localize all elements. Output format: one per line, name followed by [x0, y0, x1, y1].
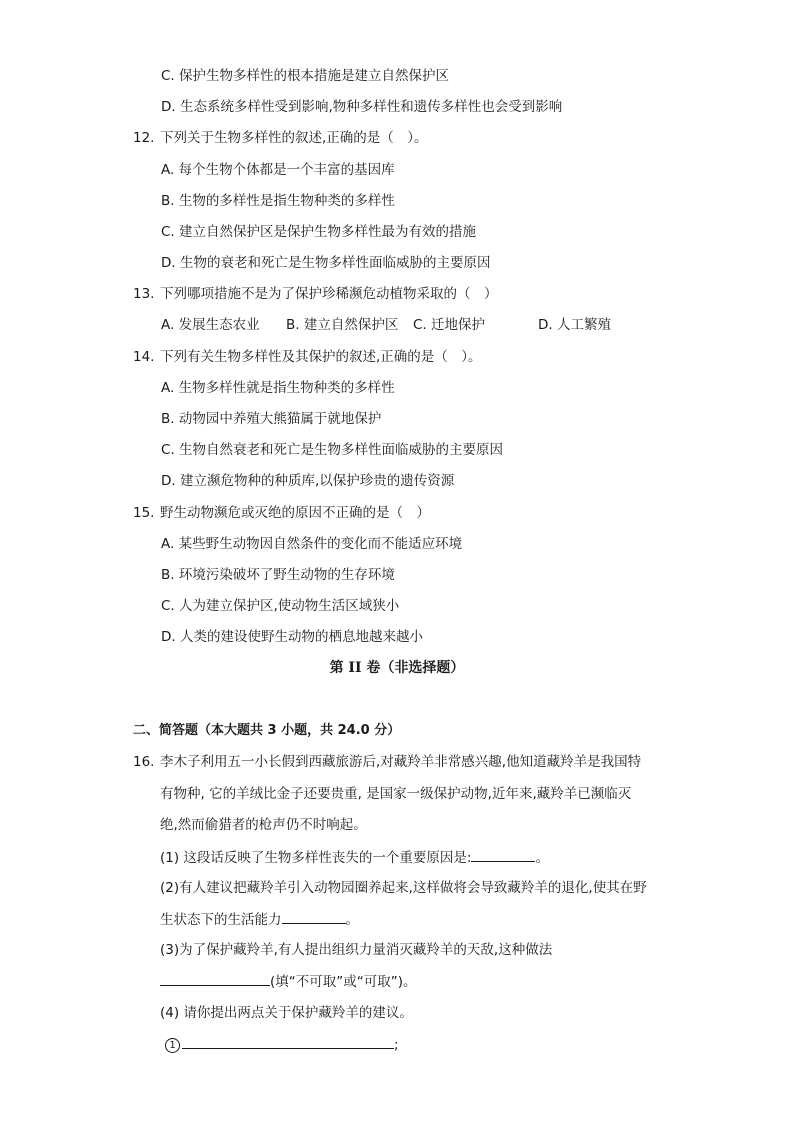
option-b-q12: B. 生物的多样性是指生物种类的多样性	[161, 193, 395, 209]
option-d-q14: D. 建立濒危物种的种质库,以保护珍贵的遗传资源	[161, 473, 455, 489]
question-number: 12.	[133, 130, 155, 146]
question-stem-line: 有物种, 它的羊绒比金子还要贵重, 是国家一级保护动物,近年来,藏羚羊已濒临灭	[160, 786, 632, 802]
option-c-q15: C. 人为建立保护区,使动物生活区域狭小	[161, 598, 400, 614]
question-16	[133, 752, 641, 772]
option-d-q12: D. 生物的衰老和死亡是生物多样性面临威胁的主要原因	[161, 255, 491, 271]
question-stem: 下列哪项措施不是为了保护珍稀濒危动植物采取的（ ）	[160, 286, 498, 302]
question-13	[133, 284, 498, 304]
answer-blank[interactable]	[282, 909, 346, 924]
option-b-q14: B. 动物园中养殖大熊猫属于就地保护	[161, 411, 382, 427]
section-heading: 二、简答题（本大题共 3 小题，共 24.0 分）	[133, 723, 401, 738]
option-c-q13: C. 迁地保护	[413, 317, 486, 333]
sub-question-2-cont: 生状态下的生活能力 。	[160, 909, 359, 930]
option-a-q12: A. 每个生物个体都是一个丰富的基因库	[161, 162, 395, 178]
option-a-q14: A. 生物多样性就是指生物种类的多样性	[161, 380, 395, 396]
option-a-q13: A. 发展生态农业	[161, 317, 260, 333]
option-d-q11: D. 生态系统多样性受到影响,物种多样性和遗传多样性也会受到影响	[161, 99, 563, 115]
question-number: 16.	[133, 754, 155, 770]
question-stem: 野生动物濒危或灭绝的原因不正确的是（ ）	[160, 505, 430, 521]
option-a-q15: A. 某些野生动物因自然条件的变化而不能适应环境	[161, 536, 463, 552]
question-stem-line: 李木子利用五一小长假到西藏旅游后,对藏羚羊非常感兴趣,他知道藏羚羊是我国特	[160, 754, 642, 770]
option-c-q14: C. 生物自然衰老和死亡是生物多样性面临威胁的主要原因	[161, 442, 504, 458]
option-c-q12: C. 建立自然保护区是保护生物多样性最为有效的措施	[161, 224, 477, 240]
sub-question-2: (2)有人建议把藏羚羊引入动物园圈养起来,这样做将会导致藏羚羊的退化,使其在野	[160, 880, 647, 896]
option-b-q13: B. 建立自然保护区	[286, 317, 399, 333]
option-c-q11: C. 保护生物多样性的根本措施是建立自然保护区	[161, 68, 450, 84]
sub-question-3-cont: (填“不可取”或“可取”)。	[160, 971, 417, 992]
question-15	[133, 503, 430, 523]
part-title: 第 II 卷（非选择题）	[329, 660, 465, 676]
question-14	[133, 347, 482, 367]
question-stem: 下列有关生物多样性及其保护的叙述,正确的是（ ）。	[160, 349, 482, 365]
option-b-q15: B. 环境污染破坏了野生动物的生存环境	[161, 567, 395, 583]
sub-question-3: (3)为了保护藏羚羊,有人提出组织力量消灭藏羚羊的天敌,这种做法	[160, 942, 553, 958]
answer-blank[interactable]	[471, 847, 535, 862]
option-d-q13: D. 人工繁殖	[538, 317, 611, 333]
question-number: 13.	[133, 286, 155, 302]
question-number: 15.	[133, 505, 155, 521]
answer-line-1: 1 ;	[165, 1034, 399, 1055]
question-stem: 下列关于生物多样性的叙述,正确的是（ ）。	[160, 130, 428, 146]
circled-number: 1	[165, 1038, 180, 1053]
answer-blank[interactable]	[182, 1034, 394, 1049]
question-12	[133, 128, 428, 148]
sub-question-1: (1) 这段话反映了生物多样性丧失的一个重要原因是: 。	[160, 847, 549, 868]
answer-blank[interactable]	[160, 971, 270, 986]
sub-question-4: (4) 请你提出两点关于保护藏羚羊的建议。	[160, 1005, 413, 1021]
option-d-q15: D. 人类的建设使野生动物的栖息地越来越小	[161, 629, 423, 645]
question-number: 14.	[133, 349, 155, 365]
question-stem-line: 绝,然而偷猎者的枪声仍不时响起。	[160, 817, 367, 833]
